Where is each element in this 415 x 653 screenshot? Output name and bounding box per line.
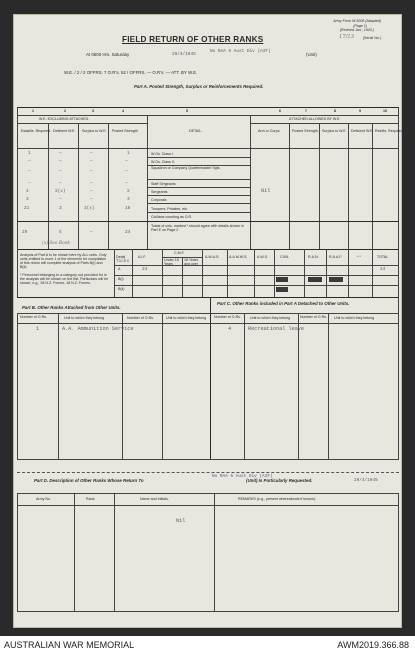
col-number: 7	[305, 109, 307, 113]
col-number: 8	[334, 109, 336, 113]
row-est: 21	[24, 206, 30, 211]
page-title: FIELD RETURN OF OTHER RANKS	[122, 35, 264, 44]
row-detail: Troopers, Privates, etc.	[151, 207, 189, 211]
date-typed: 29/4/1945	[172, 52, 196, 57]
row-def: —	[59, 169, 62, 174]
row-est: —	[28, 169, 31, 174]
serial-label: (Serial No.)	[362, 36, 381, 40]
row-posted: —	[125, 181, 128, 186]
col-number: 2	[64, 109, 66, 113]
redaction-mark	[329, 277, 343, 282]
row-est: 1	[28, 151, 31, 156]
row-def: 3	[59, 206, 62, 211]
total-sur: —	[90, 230, 93, 235]
unit-typed: No RAA 5 Aust Div (AIF)	[210, 49, 271, 54]
part-b-unit-header-2: Unit to which they belong	[166, 316, 207, 320]
part-c-row-unit: Recreational leave	[248, 326, 305, 332]
analysis-other-header: * *	[357, 255, 361, 259]
row-def: —	[59, 151, 62, 156]
row-posted: 1	[127, 151, 130, 156]
total-est: 29	[22, 230, 28, 235]
part-d-nil: Nil	[176, 518, 186, 524]
part-d-name: Name and Initials.	[140, 497, 169, 501]
header-deficient-right: Deficient W.E.	[351, 129, 374, 133]
analysis-cmf-under: Under 18 Years	[164, 258, 179, 266]
part-c-unit-header: Unit to which they belong	[250, 316, 291, 320]
row-detail: Sergeants	[151, 190, 168, 194]
unit-label: (Unit)	[306, 52, 317, 57]
header-surplus-right: Surplus to W.E.	[322, 129, 347, 133]
part-d-date: 29/4/1945	[354, 478, 378, 483]
row-sur: —	[90, 159, 93, 164]
serial-value: 17/13	[339, 34, 354, 40]
part-d-unit: No RAA 5 Aust Div (AIF)	[212, 474, 273, 479]
row-def: —	[59, 197, 62, 202]
col-number: 10	[383, 109, 387, 113]
row-detail: Corporals	[151, 198, 167, 202]
row-posted: —	[125, 169, 128, 174]
part-d-title-b: (Unit) Is Particularly Requested.	[246, 478, 313, 483]
col-number: 5	[186, 109, 188, 113]
part-c-num-header-2: Number of O.Rs.	[300, 315, 327, 319]
analysis-total-header: TOTAL	[377, 255, 389, 259]
row-def: —	[59, 159, 62, 164]
group-header-right: ATTACHED ALLOWED BY W.E.	[289, 117, 341, 121]
col-number: 3	[92, 109, 94, 113]
at-line: At 0600 Hrs. Saturday	[86, 52, 130, 57]
total-def: 5	[59, 230, 62, 235]
form-number: Army Form W.3008 (Adapted)	[333, 19, 381, 23]
row-sur: —	[90, 197, 93, 202]
part-d-rank: Rank.	[86, 497, 96, 501]
header-reinforcements: Reinfts. Required.	[375, 129, 404, 133]
analysis-awas-header: A.W.A.S.	[205, 255, 220, 259]
analysis-aif-value: 24	[142, 267, 148, 272]
analysis-ticker: Ticks	[116, 259, 130, 264]
header-establishment: Establis. Required.	[21, 129, 52, 133]
redaction-mark	[276, 277, 288, 282]
part-b-unit-header: Unit to which they belong	[64, 316, 105, 320]
row-def: —	[59, 181, 62, 186]
part-d-title: Part D. Description of Other Ranks Whose Return To	[34, 478, 144, 483]
col-number: 4	[122, 109, 124, 113]
analysis-row-b2: B(ii)	[118, 287, 125, 291]
header-posted: Posted Strength	[112, 129, 138, 133]
row-est: —	[28, 159, 31, 164]
row-def: 2(x)	[55, 189, 66, 194]
analysis-civil-header: CIVIL	[280, 255, 289, 259]
analysis-raaf-header: R.A.A.F.	[329, 255, 343, 259]
row-detail: Civilians counting as O.R.	[151, 215, 193, 219]
we-line: W.E. / 2 / 2 OFFRS. 7 O.R's. 52 / OFFRS. — O.R's. — ATT. BY W.E.	[64, 70, 198, 75]
row-sur: —	[90, 169, 93, 174]
part-d-army-no: Army No.	[36, 497, 51, 501]
total-posted: 24	[125, 230, 131, 235]
row-detail: W.Os. Class I.	[151, 152, 174, 156]
header-posted-right: Posted Strength.	[292, 129, 319, 133]
header-surplus: Surplus to W.E.	[82, 129, 107, 133]
header-arm-corps: Arm or Corps.	[258, 129, 281, 133]
analysis-note: Analysis of Part A to be shown here by ALL units. Only units entitled to more 1 of the elements for compilation of this return will complete analysis of Parts B(i) and B(ii).	[20, 253, 107, 269]
row-sur: 3(x)	[84, 206, 95, 211]
part-a-title: Part A. Posted Strength, Surplus or Reinforcements Required.	[134, 84, 264, 89]
totals-detail: Totals of cols. marked * should agree with details shown in Part E on Page 2	[151, 224, 244, 232]
analysis-aif-header: A.I.F.	[138, 255, 147, 259]
row-detail: Staff Sergeants	[151, 182, 176, 186]
row-posted: 2	[127, 189, 130, 194]
row-detail: W.Os. Class II.	[151, 160, 175, 164]
row-sur: —	[90, 151, 93, 156]
part-b-num-header: Number of O.Rs.	[20, 315, 47, 319]
revision-note: (Revised Jan., 1943.)	[339, 28, 374, 32]
analysis-cmf-over: 18 Years and over	[184, 258, 198, 266]
analysis-cmf-header: C.M.F.	[174, 251, 185, 255]
analysis-aamws-header: A.A.M.W.S.	[229, 255, 248, 259]
row-sur: —	[90, 181, 93, 186]
col-number: 1	[32, 109, 34, 113]
col-number: 6	[279, 109, 281, 113]
row-posted: —	[125, 159, 128, 164]
analysis-aws-header: A.W.S.	[257, 255, 268, 259]
part-c-unit-header-2: Unit to which they belong	[334, 316, 375, 320]
analysis-detail-header: Detail	[116, 255, 126, 259]
row-posted: 3	[127, 197, 130, 202]
nil-right: Nil	[261, 188, 271, 194]
part-b-num-header-2: Number of O.Rs.	[127, 316, 154, 320]
note-see-book: (x) See Book	[42, 241, 71, 246]
part-b-row-num: 1	[36, 326, 40, 332]
analysis-note-2: * Personnel belonging to a category not provided for in the analysis will be shown on the flat. Particulars will be shown, e.g., 28 N.Z. Forces, 18 N.Z. Forces.	[20, 273, 109, 285]
part-b-title: Part B. Other Ranks Attached from Other Units.	[22, 305, 121, 310]
footer-institution: AUSTRALIAN WAR MEMORIAL	[4, 640, 135, 650]
part-c-title: Part C. Other Ranks included in Part A Detached to Other Units.	[217, 301, 350, 306]
row-posted: 18	[125, 206, 131, 211]
row-est: 3	[26, 197, 29, 202]
analysis-ran-header: R.A.N.	[308, 255, 319, 259]
footer-accession: AWM2019.366.88	[337, 640, 409, 650]
col-number: 9	[359, 109, 361, 113]
row-detail: Squadron or Company Quartermaster Sgts.	[151, 166, 221, 170]
row-sur: —	[90, 189, 93, 194]
analysis-total-value: 24	[380, 267, 386, 272]
page-indicator: (Page 1)	[353, 24, 367, 28]
part-b-row-unit: A.A. Ammunition Service	[62, 326, 134, 332]
row-est: 4	[26, 189, 29, 194]
analysis-row-a: A	[118, 267, 121, 271]
part-c-num-header: Number of O.Rs.	[214, 315, 241, 319]
group-header-left: W.E. EXCLUDING ATTACHED.	[39, 117, 90, 121]
header-detail: DETAIL.	[189, 129, 203, 133]
part-d-remarks: REMARKS (e.g., present whereabouts if known).	[238, 497, 316, 501]
part-c-row-num: 4	[228, 326, 232, 332]
document-page	[13, 14, 402, 628]
redaction-mark	[308, 277, 322, 282]
header-deficient: Deficient W.E.	[53, 129, 76, 133]
row-est: —	[28, 181, 31, 186]
analysis-row-b1: B(i)	[118, 277, 124, 281]
redaction-mark	[276, 287, 288, 292]
